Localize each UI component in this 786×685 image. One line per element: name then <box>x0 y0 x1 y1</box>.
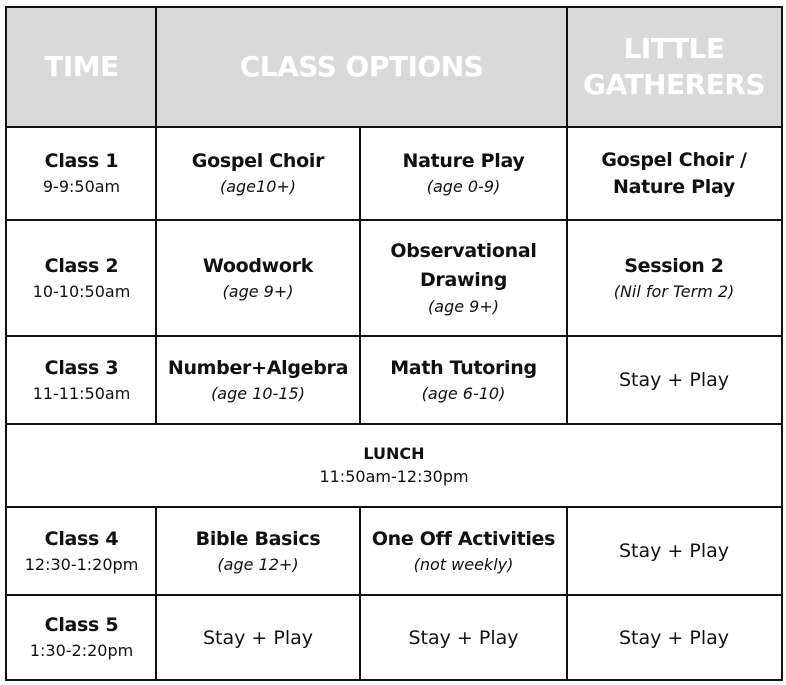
option-title: Observational Drawing <box>390 240 537 291</box>
grid-line <box>7 335 781 337</box>
class-name: Class 4 <box>44 527 119 550</box>
row-class-5-time <box>7 596 156 679</box>
option-age: (age 6-10) <box>421 383 506 403</box>
lunch-time: 11:50am-12:30pm <box>319 466 469 486</box>
option-title: Session 2 <box>624 254 724 277</box>
option-title: Gospel Choir <box>191 150 325 172</box>
option-title: Number+Algebra <box>167 356 349 379</box>
option-title: Math Tutoring <box>390 356 537 379</box>
grid-line <box>7 594 781 596</box>
lunch-row <box>7 425 781 506</box>
grid-line <box>566 506 568 679</box>
timetable <box>5 6 783 681</box>
header-little-gatherers-label: LITTLE GATHERERS <box>582 32 766 101</box>
row-class-2-option-a <box>156 221 360 335</box>
class-name: Class 1 <box>44 150 119 172</box>
row-class-1-option-a <box>156 128 360 219</box>
option-title: One Off Activities <box>371 527 556 550</box>
grid-line <box>359 506 361 679</box>
stay-play-text: Stay + Play <box>618 626 730 649</box>
row-class-5-little-gatherers <box>567 596 781 679</box>
option-age: (age 9+) <box>222 281 294 301</box>
option-title: Gospel Choir / Nature Play <box>601 148 747 198</box>
class-name: Class 3 <box>44 356 119 379</box>
grid-line <box>155 506 157 679</box>
class-time: 10-10:50am <box>32 281 131 301</box>
option-age: (age 9+) <box>428 297 499 316</box>
row-class-4-option-a <box>156 508 360 594</box>
class-name: Class 2 <box>44 254 119 277</box>
header-little-gatherers <box>567 8 781 126</box>
header-class-options <box>156 8 567 126</box>
class-time: 11-11:50am <box>32 383 131 403</box>
grid-line <box>7 423 781 425</box>
class-time: 1:30-2:20pm <box>29 641 134 660</box>
class-time: 12:30-1:20pm <box>24 554 139 574</box>
row-class-5-option-a <box>156 596 360 679</box>
header-class-options-label: CLASS OPTIONS <box>239 50 484 83</box>
option-note: (Nil for Term 2) <box>613 281 735 301</box>
stay-play-text: Stay + Play <box>618 540 730 562</box>
row-class-1-time <box>7 128 156 219</box>
row-class-1-option-b <box>360 128 567 219</box>
stay-play-text: Stay + Play <box>618 369 730 391</box>
row-class-4-option-b <box>360 508 567 594</box>
option-title: Nature Play <box>402 150 525 172</box>
lunch-label: LUNCH <box>363 443 425 463</box>
row-class-5-option-b <box>360 596 567 679</box>
row-class-4-time <box>7 508 156 594</box>
stay-play-text: Stay + Play <box>202 626 314 649</box>
grid-line <box>7 506 781 508</box>
option-age: (age 0-9) <box>426 177 501 196</box>
row-class-3-little-gatherers <box>567 337 781 423</box>
grid-line <box>155 8 157 423</box>
grid-line <box>7 126 781 128</box>
row-class-2-little-gatherers <box>567 221 781 335</box>
option-age: (age10+) <box>219 177 297 196</box>
grid-line <box>7 219 781 221</box>
row-class-2-option-b <box>360 221 567 335</box>
option-age: (age 12+) <box>217 554 299 574</box>
option-title: Bible Basics <box>195 527 321 550</box>
header-time <box>7 8 156 126</box>
row-class-2-time <box>7 221 156 335</box>
stay-play-text: Stay + Play <box>408 626 519 649</box>
header-time-label: TIME <box>44 50 119 83</box>
option-title: Woodwork <box>202 254 314 277</box>
class-name: Class 5 <box>44 614 119 636</box>
row-class-3-option-a <box>156 337 360 423</box>
row-class-1-little-gatherers <box>567 128 781 219</box>
option-age: (age 10-15) <box>211 383 305 403</box>
option-note: (not weekly) <box>413 554 514 574</box>
grid-line <box>566 8 568 423</box>
class-time: 9-9:50am <box>42 177 121 196</box>
grid-line <box>359 126 361 423</box>
row-class-4-little-gatherers <box>567 508 781 594</box>
row-class-3-time <box>7 337 156 423</box>
row-class-3-option-b <box>360 337 567 423</box>
